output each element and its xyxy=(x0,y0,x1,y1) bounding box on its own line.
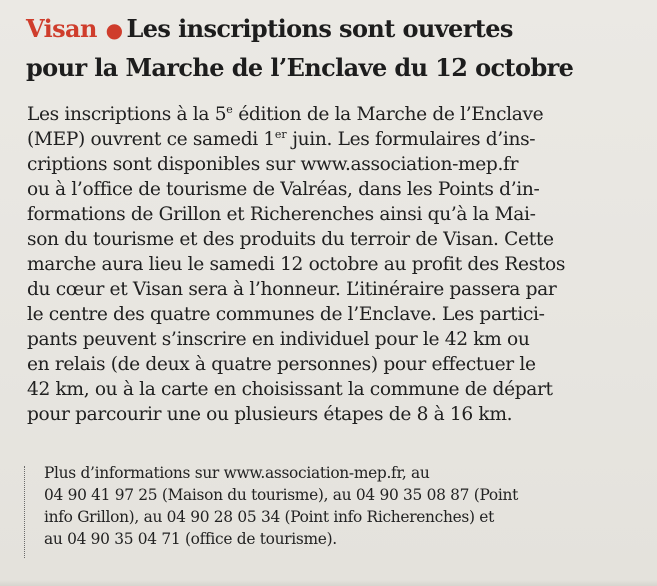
body-line: 42 km, ou à la carte en choisissant la commune de départ xyxy=(27,379,553,400)
body-line: son du tourisme et des produits du terroir de Visan. Cette xyxy=(27,229,554,250)
superscript: er xyxy=(274,128,287,141)
body-line: ou à l’office de tourisme de Valréas, dans les Points d’in- xyxy=(27,179,540,200)
headline-text-1: Les inscriptions sont ouvertes xyxy=(126,14,513,43)
body-line: pour parcourir une ou plusieurs étapes de 8 à 16 km. xyxy=(27,404,513,425)
body-line: le centre des quatre communes de l’Enclave. Les partici- xyxy=(27,304,545,325)
body-line: marche aura lieu le samedi 12 octobre au profit des Restos xyxy=(27,254,566,275)
info-line: info Grillon), au 04 90 28 05 34 (Point info Richerenches) et xyxy=(44,508,494,526)
body-line: criptions sont disponibles sur www.association-mep.fr xyxy=(27,154,519,175)
headline-kicker: Visan xyxy=(26,14,97,43)
headline-line-1 xyxy=(26,10,646,49)
body-line: formations de Grillon et Richerenches ainsi qu’à la Mai- xyxy=(27,204,536,225)
article-body xyxy=(27,102,647,427)
info-box-rule xyxy=(24,466,26,558)
article-headline xyxy=(26,10,646,86)
info-line: au 04 90 35 04 71 (office de tourisme). xyxy=(44,530,337,548)
body-line: en relais (de deux à quatre personnes) pour effectuer le xyxy=(27,354,536,375)
body-line: (MEP) ouvrent ce samedi 1er juin. Les formulaires d’ins- xyxy=(27,128,536,150)
body-line: Les inscriptions à la 5e édition de la Marche de l’Enclave xyxy=(27,103,544,125)
info-line: 04 90 41 97 25 (Maison du tourisme), au 04 90 35 08 87 (Point xyxy=(44,486,518,504)
info-box xyxy=(44,462,644,550)
body-line: du cœur et Visan sera à l’honneur. L’itinéraire passera par xyxy=(27,279,557,300)
page-edge-shadow xyxy=(0,580,657,586)
separator-dot-icon: ● xyxy=(105,18,123,42)
info-line: Plus d’informations sur www.association-mep.fr, au xyxy=(44,464,430,482)
superscript: e xyxy=(226,103,233,116)
headline-line-2: pour la Marche de l’Enclave du 12 octobre xyxy=(26,53,574,82)
body-line: pants peuvent s’inscrire en individuel pour le 42 km ou xyxy=(27,329,530,350)
